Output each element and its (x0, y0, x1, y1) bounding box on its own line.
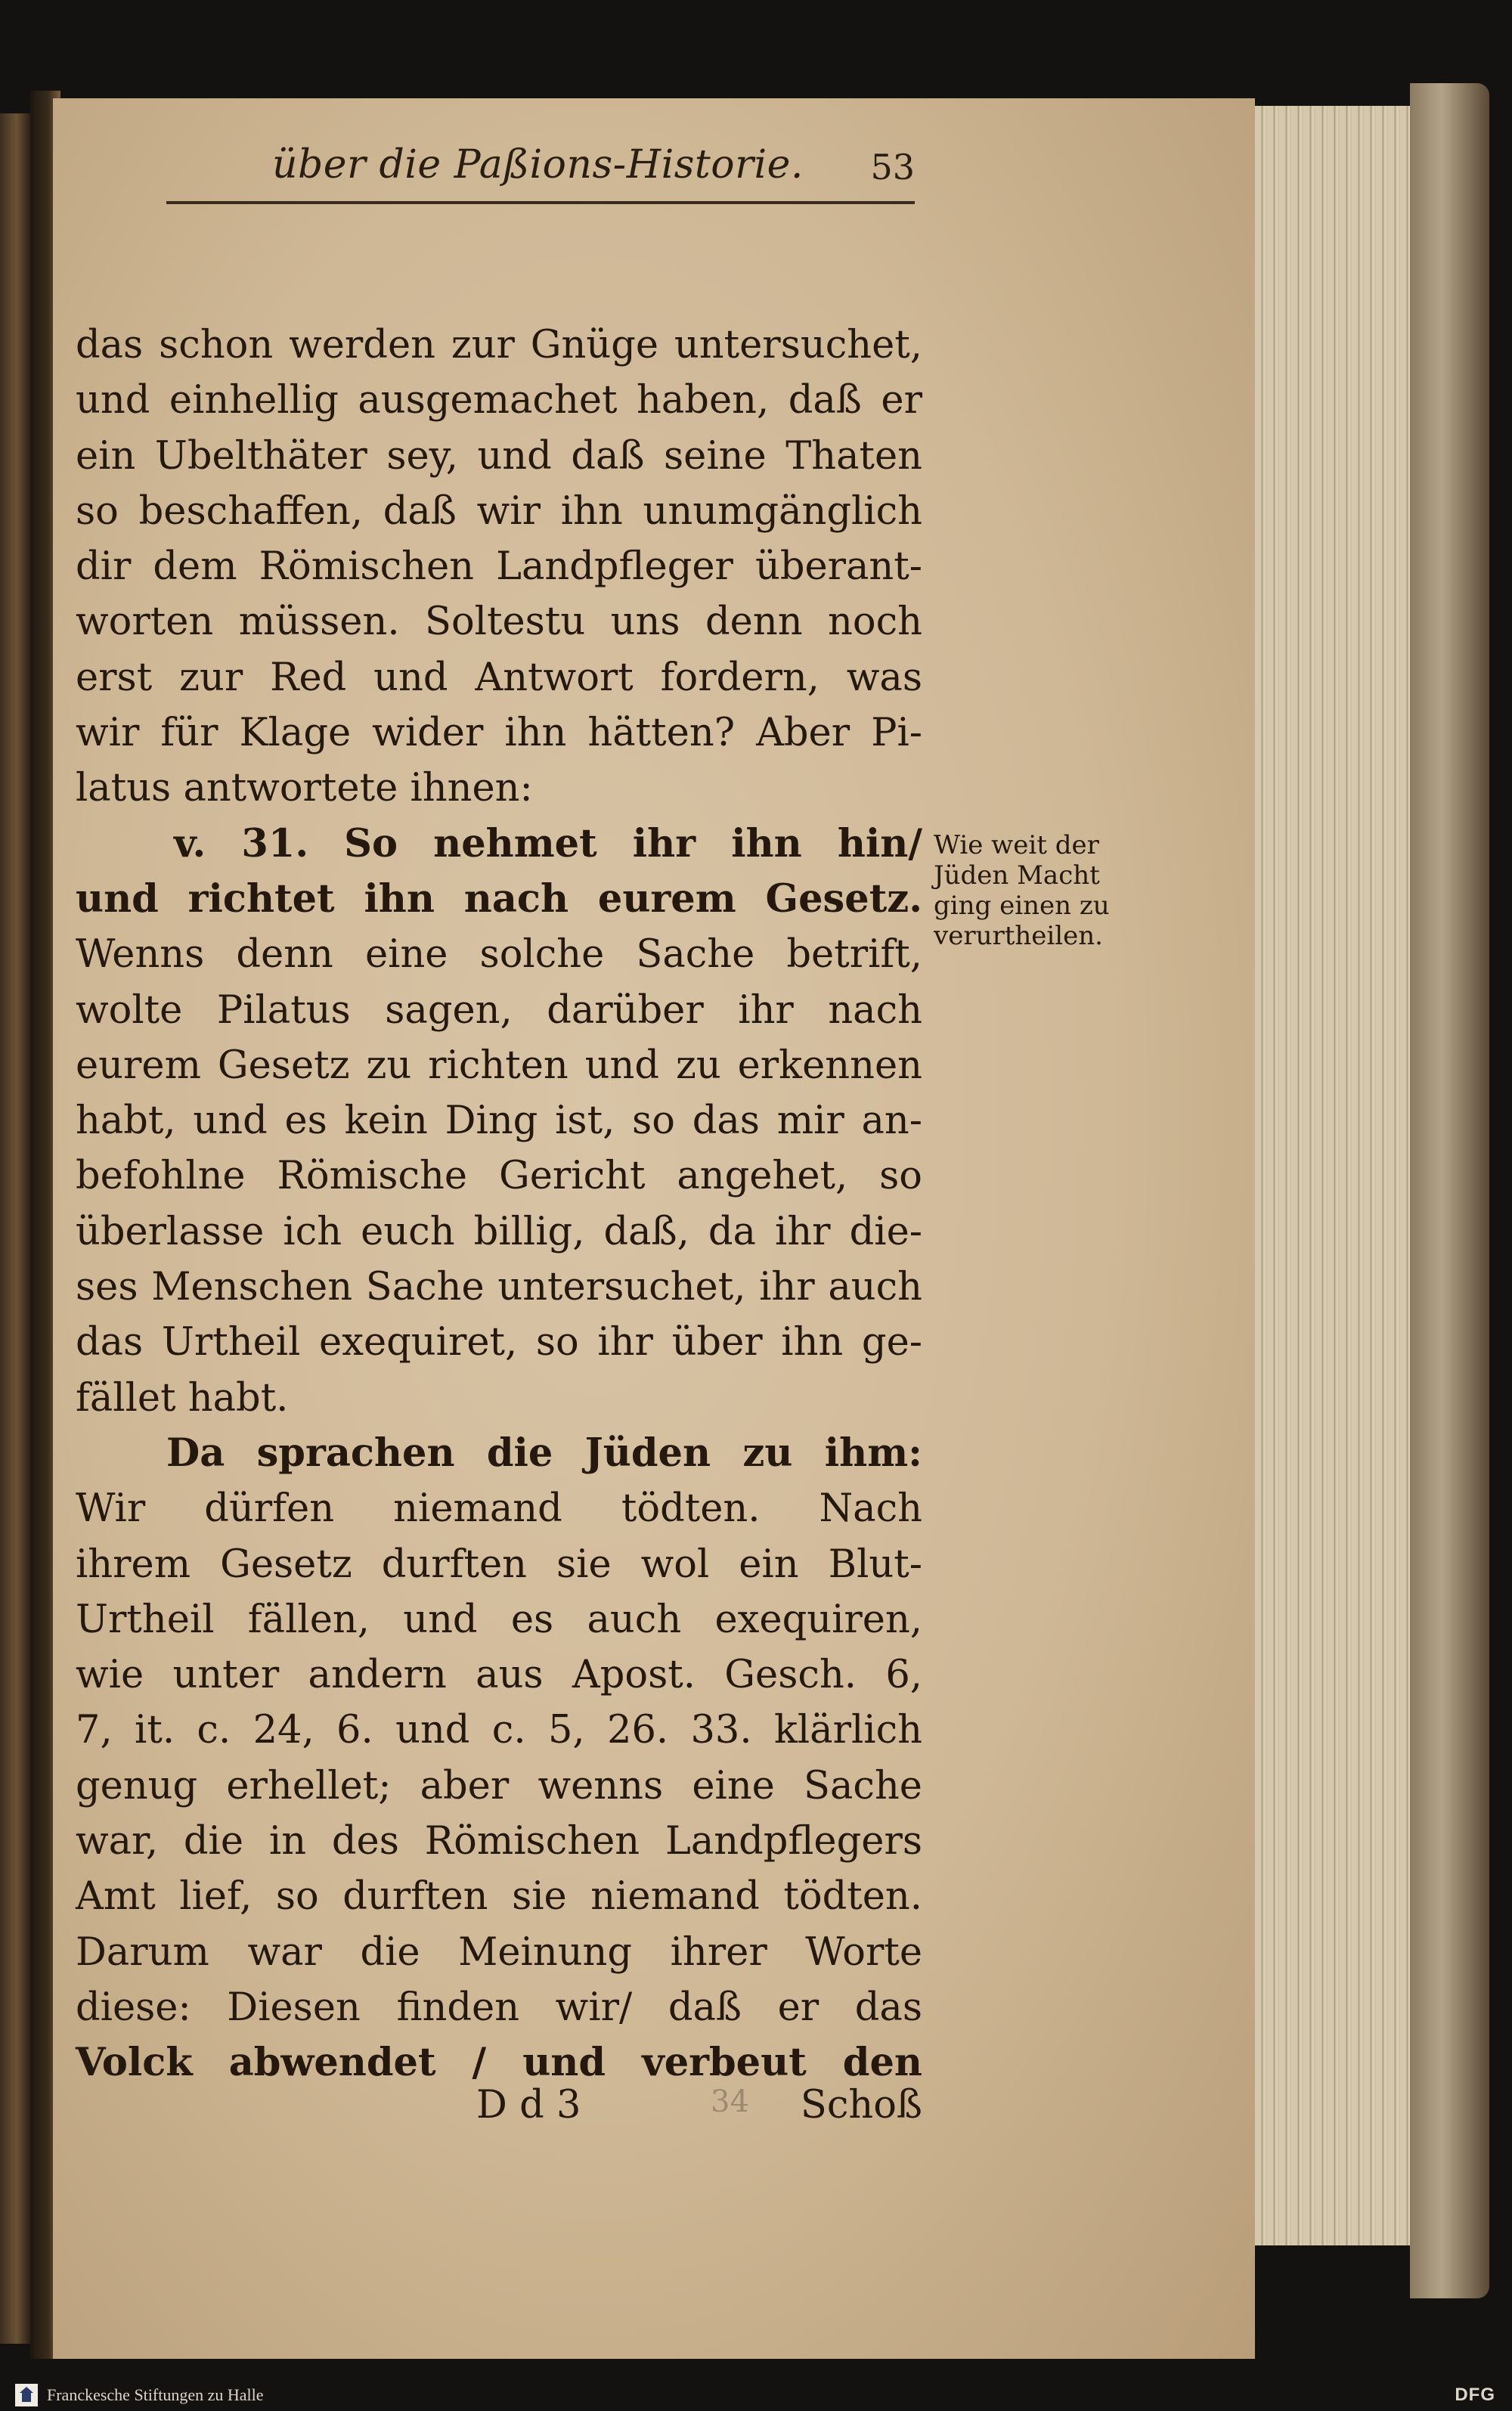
book-cover-edge (1410, 83, 1489, 2298)
viewer-footer (0, 2379, 1512, 2411)
text-line: das schon werden zur Gnüge untersuchet, (76, 323, 922, 367)
text-line: überlasse ich euch billig, daß, da ihr die- (76, 1209, 922, 1254)
page-edges (1255, 106, 1412, 2245)
margin-note-line: Wie weit der (934, 830, 1099, 860)
verse-line: Wir dürfen niemand tödten. Nach (76, 1486, 922, 1532)
text-line: ein Ubelthäter sey, und daß seine Thaten (76, 433, 922, 479)
text-line: wie unter andern aus Apost. Gesch. 6, (76, 1653, 922, 1698)
text-line: Urtheil fällen, und es auch exequiren, (76, 1597, 922, 1642)
text-line: Volck abwendet / und verbeut den (76, 2040, 922, 2086)
margin-note-line: verurtheilen. (934, 921, 1103, 951)
page-header (166, 142, 915, 195)
text-line: befohlne Römische Gericht angehet, so (76, 1154, 922, 1199)
signature-mark: D d 3 (476, 2083, 581, 2127)
margin-note (934, 830, 1183, 951)
catchword-row (76, 2083, 922, 2143)
margin-note-line: ging einen zu (934, 891, 1110, 921)
text-line: ihrem Gesetz durften sie wol ein Blut- (76, 1542, 922, 1587)
text-line: so beschaffen, daß wir ihn unumgänglich (76, 488, 922, 534)
text-line: eurem Gesetz zu richten und zu erkennen (76, 1043, 922, 1088)
text-line: war, die in des Römischen Landpflegers (76, 1819, 922, 1864)
text-line: erst zur Red und Antwort fordern, was (76, 655, 922, 700)
margin-note-line: Jüden Macht (934, 860, 1100, 891)
text-line: 7, it. c. 24, 6. und c. 5, 26. 33. klärlich (76, 1708, 922, 1753)
verse-line: Da sprachen die Jüden zu ihm: (166, 1430, 922, 1476)
text-line: Darum war die Meinung ihrer Worte (76, 1929, 922, 1975)
verse-line: und richtet ihn nach eurem Gesetz. (76, 875, 922, 922)
institution-logo-icon (15, 2384, 38, 2406)
text-line: genug erhellet; aber wenns eine Sache (76, 1763, 922, 1808)
pencil-page-number: 34 (711, 2084, 749, 2119)
text-line: Wenns denn eine solche Sache betrift, (76, 932, 922, 978)
verse-line: v. 31. So nehmet ihr ihn hin/ (174, 820, 922, 866)
running-head: über die Paßions-Historie. (272, 142, 804, 187)
text-line: fället habt. (76, 1375, 289, 1421)
dfg-logo: DFG (1455, 2385, 1495, 2405)
catchword: Schoß (800, 2083, 922, 2127)
text-line: ses Menschen Sache untersuchet, ihr auch (76, 1265, 922, 1310)
facing-page-edge (0, 113, 30, 2344)
text-line: und einhellig ausgemachet haben, daß er (76, 378, 922, 423)
text-line: wolte Pilatus sagen, darüber ihr nach (76, 987, 922, 1033)
text-line: worten müssen. Soltestu uns denn noch (76, 600, 922, 645)
header-rule (166, 201, 915, 204)
text-line: dir dem Römischen Landpfleger überant- (76, 544, 922, 590)
text-line: das Urtheil exequiret, so ihr über ihn ge- (76, 1320, 922, 1365)
text-line: latus antwortete ihnen: (76, 766, 533, 811)
text-line: habt, und es kein Ding ist, so das mir an- (76, 1099, 922, 1144)
institution-name: Franckesche Stiftungen zu Halle (47, 2385, 264, 2404)
page-number: 53 (870, 147, 915, 187)
text-line: Amt lief, so durften sie niemand tödten. (76, 1874, 922, 1920)
text-line: wir für Klage wider ihn hätten? Aber Pi- (76, 711, 922, 756)
text-line: diese: Diesen finden wir/ daß er das (76, 1985, 922, 2030)
body-text (76, 318, 922, 2091)
